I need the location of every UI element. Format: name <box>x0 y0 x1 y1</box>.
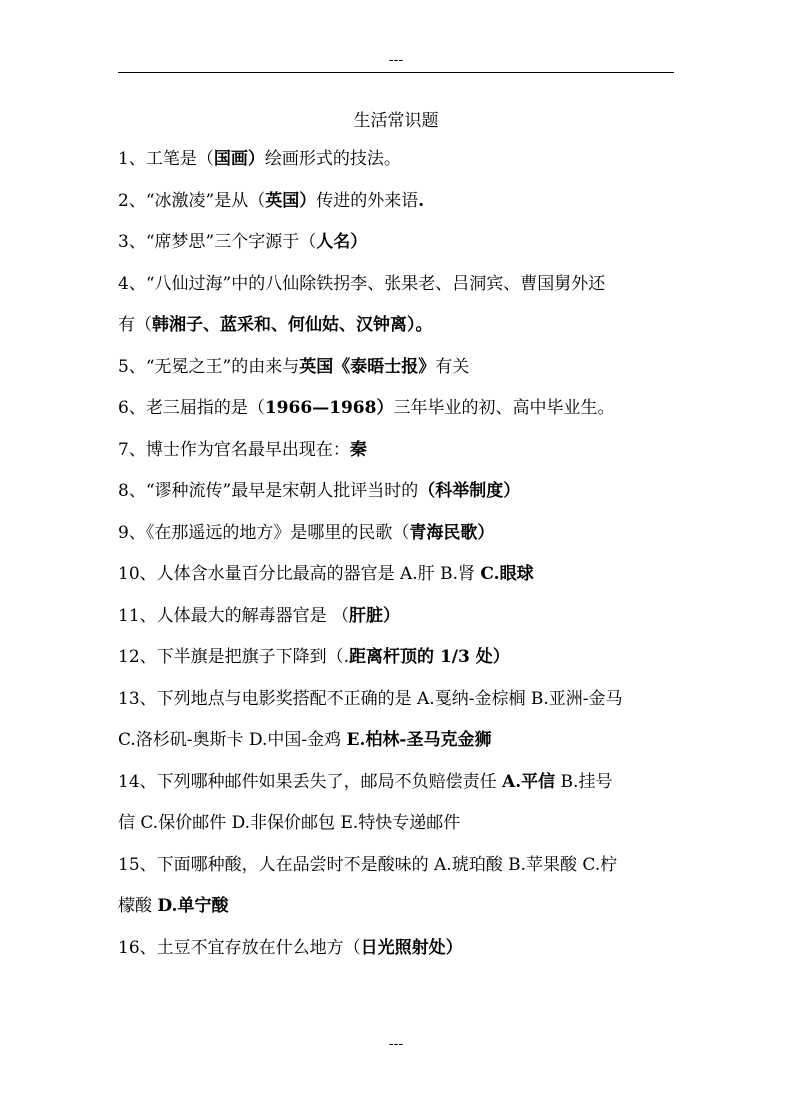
question-line <box>118 852 674 894</box>
question-text: 传进的外来语 <box>316 190 419 211</box>
question-line <box>118 312 674 354</box>
header-divider <box>118 72 674 73</box>
question-line <box>118 437 674 479</box>
question-text: 16、土豆不宜存放在什么地方（ <box>118 937 361 958</box>
question-text: 2、“冰激凌”是从（ <box>118 190 266 211</box>
question-line <box>118 561 674 603</box>
question-text: 13、下列地点与电影奖搭配不正确的是 A.戛纳-金棕榈 B.亚洲-金马 <box>118 688 623 709</box>
question-text: B.挂号 <box>555 771 613 792</box>
question-line <box>118 810 674 852</box>
question-line <box>118 603 674 645</box>
question-text: 4、“八仙过海”中的八仙除铁拐李、张果老、吕洞宾、曹国舅外还 <box>118 273 606 294</box>
header-mark: --- <box>388 52 404 68</box>
question-line <box>118 395 674 437</box>
question-line <box>118 727 674 769</box>
footer-mark: --- <box>388 1036 404 1052</box>
answer-text: 距离杆顶的 1/3 处） <box>349 647 510 667</box>
question-line <box>118 354 674 396</box>
answer-text: . <box>418 190 425 211</box>
question-line <box>118 146 674 188</box>
question-line <box>118 188 674 230</box>
answer-text: 国画） <box>213 149 265 169</box>
question-text: 有关 <box>435 356 470 377</box>
question-text: 11、人体最大的解毒器官是 （ <box>118 605 350 626</box>
question-text: 3、“席梦思”三个字源于（ <box>118 232 317 252</box>
question-line <box>118 686 674 728</box>
question-text: 6、老三届指的是（ <box>118 398 265 418</box>
answer-text: 英国《泰晤士报》 <box>299 356 436 377</box>
page-title: 生活常识题 <box>353 111 439 131</box>
question-line <box>118 520 674 562</box>
question-list <box>118 146 674 976</box>
question-text: 8、“谬种流传”最早是宋朝人批评当时的 <box>118 481 419 501</box>
answer-text: 英国） <box>265 190 317 211</box>
question-text: 12、下半旗是把旗子下降到（. <box>118 647 350 667</box>
answer-text: 人名） <box>316 232 368 252</box>
question-text: 檬酸 <box>118 896 158 916</box>
question-text: 15、下面哪种酸，人在品尝时不是酸味的 A.琥珀酸 B.苹果酸 C.柠 <box>118 854 618 875</box>
question-text: 10、人体含水量百分比最高的器官是 A.肝 B.肾 <box>118 564 481 584</box>
answer-text: 日光照射处） <box>360 937 463 958</box>
answer-text: 肝脏） <box>349 605 401 626</box>
answer-text: C.眼球 <box>480 564 534 584</box>
question-text: 9、《在那遥远的地方》是哪里的民歌（ <box>118 522 410 543</box>
answer-text: D.单宁酸 <box>157 896 229 916</box>
question-text: 信 C.保价邮件 D.非保价邮包 E.特快专递邮件 <box>118 813 461 833</box>
answer-text: E.柏林-圣马克金狮 <box>346 730 492 750</box>
answer-text: 1966—1968） <box>264 398 394 418</box>
question-line <box>118 229 674 271</box>
question-text: 14、下列哪种邮件如果丢失了，邮局不负赔偿责任 <box>118 771 503 792</box>
answer-text: 青海民歌） <box>409 522 495 543</box>
question-line <box>118 893 674 935</box>
answer-text: （科举制度） <box>418 481 521 501</box>
question-text: C.洛杉矶-奥斯卡 D.中国-金鸡 <box>118 730 347 750</box>
question-line <box>118 644 674 686</box>
question-line <box>118 935 674 977</box>
question-text: 绘画形式的技法。 <box>264 149 401 169</box>
question-text: 三年毕业的初、高中毕业生。 <box>393 398 615 418</box>
question-text: 1、工笔是（ <box>118 149 214 169</box>
answer-text: 韩湘子、蓝采和、何仙姑、汉钟离）。 <box>152 315 433 335</box>
question-text: 7、博士作为官名最早出现在： <box>118 439 350 460</box>
answer-text: A.平信 <box>502 771 556 792</box>
question-line <box>118 478 674 520</box>
question-line <box>118 271 674 313</box>
question-text: 5、“无冕之王”的由来与 <box>118 356 300 377</box>
answer-text: 秦 <box>349 439 367 460</box>
question-line <box>118 769 674 811</box>
question-text: 有（ <box>118 315 152 335</box>
